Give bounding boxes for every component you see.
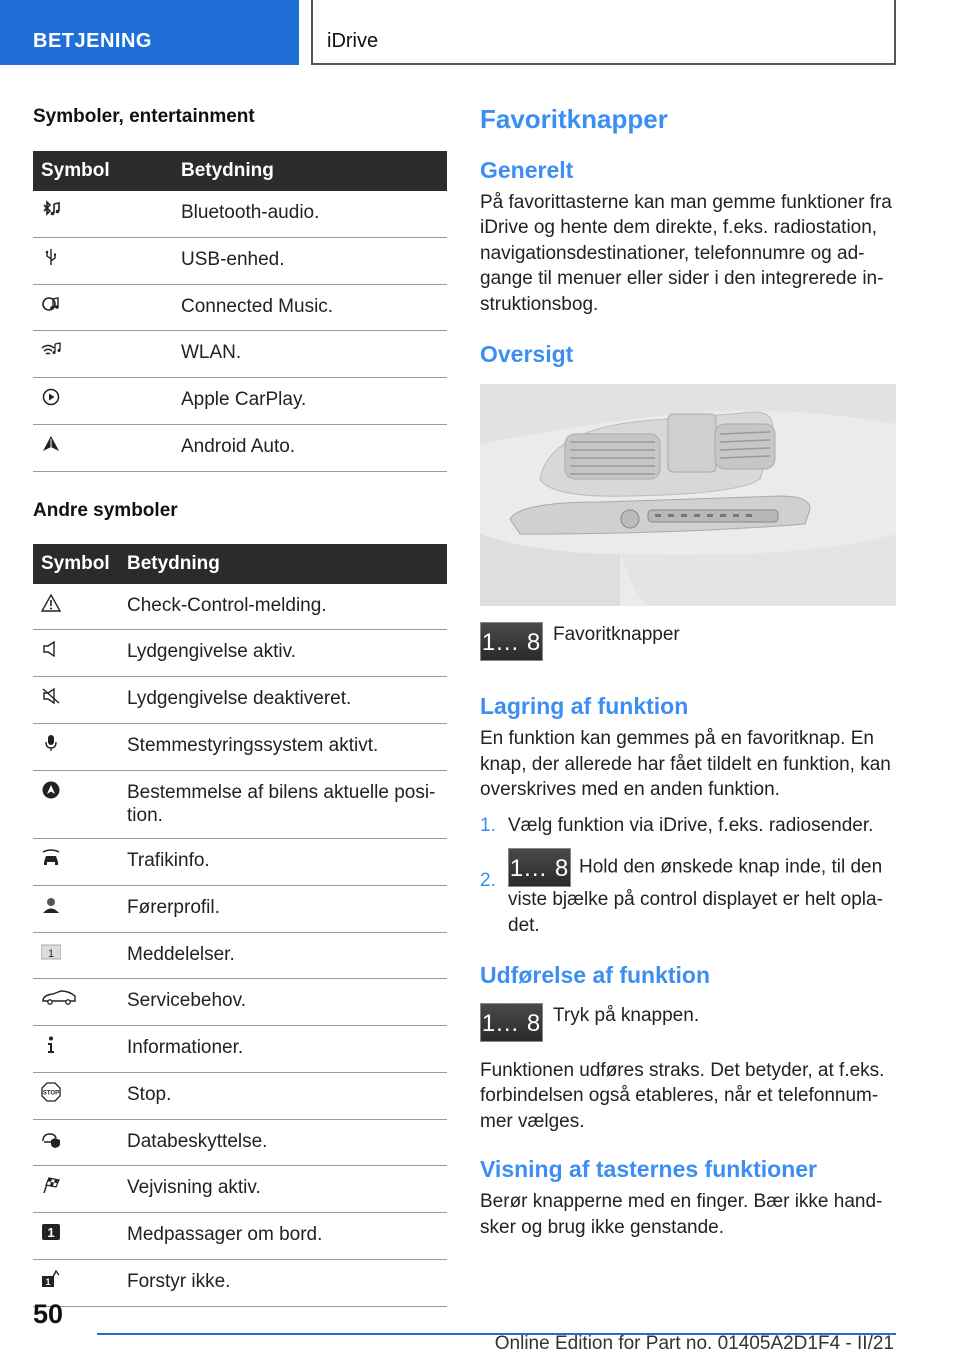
svg-text:STOP: STOP: [42, 1090, 60, 1097]
apple-carplay-icon: [41, 387, 61, 407]
table-row: [33, 237, 447, 284]
display-text: Berør knapperne med en finger. Bær ikke hand‐sker og brug ikke genstande.: [480, 1191, 883, 1238]
table-row: [33, 284, 447, 331]
table-row: [33, 584, 447, 630]
row-text: Apple CarPlay.: [173, 378, 447, 425]
step-text: Hold den ønskede knap inde, til den viste bjælke på control displayet er helt opla‐det.: [508, 856, 883, 936]
traffic-info-icon: [41, 848, 61, 868]
header-section-tab: [0, 0, 299, 65]
speaker-icon: [41, 639, 61, 659]
favorites-title: Favoritknapper: [480, 104, 668, 134]
checkered-flag-icon: [41, 1175, 61, 1195]
table-row: [33, 885, 447, 932]
exec-heading: Udførelse af funktion: [480, 961, 711, 988]
entertainment-title: Symboler, entertainment: [33, 106, 255, 127]
save-text: En funktion kan gemmes på en favoritknap. En knap, der allerede har fået tildelt en funktion, kan overskrives med en anden funktion.: [480, 728, 891, 801]
col-meaning-header: Betydning: [173, 151, 447, 191]
row-text: Informationer.: [119, 1026, 447, 1073]
driver-profile-icon: [41, 895, 61, 915]
row-text: Medpassager om bord.: [119, 1213, 447, 1260]
left-column: [33, 100, 447, 1307]
step-number: 2.: [480, 870, 496, 892]
row-text: Førerprofil.: [119, 885, 447, 932]
step-number: 1.: [480, 814, 496, 836]
svg-text:1: 1: [47, 1225, 55, 1240]
svg-text:1: 1: [45, 1276, 51, 1287]
table-row: [33, 191, 447, 237]
data-privacy-icon: [41, 1129, 61, 1149]
svg-text:1: 1: [47, 947, 55, 960]
connected-music-icon: [41, 294, 61, 314]
other-symbols-table: [33, 544, 447, 1307]
service-car-icon: [41, 988, 77, 1008]
table-row: [33, 839, 447, 886]
row-text: Databeskyttelse.: [119, 1119, 447, 1166]
right-column: [480, 100, 896, 1240]
badge-caption: Favoritknapper: [553, 624, 680, 646]
step-text: Vælg funktion via iDrive, f.eks. radiosender.: [508, 814, 874, 836]
speaker-muted-icon: [41, 686, 61, 706]
info-icon: [41, 1035, 61, 1055]
table-row: [33, 677, 447, 724]
location-icon: [41, 780, 61, 800]
favorite-buttons-icon: 1... 8: [480, 622, 543, 661]
exec-badge-text: Tryk på knappen.: [553, 1004, 700, 1026]
wlan-icon: [41, 340, 61, 360]
row-text: USB-enhed.: [173, 237, 447, 284]
other-symbols-title: Andre symboler: [33, 499, 178, 521]
table-row: [33, 1119, 447, 1166]
table-row: [33, 1026, 447, 1073]
general-heading: Generelt: [480, 157, 574, 183]
dashboard-illustration: [480, 384, 896, 606]
table-row: [33, 1166, 447, 1213]
microphone-icon: [41, 733, 61, 753]
do-not-disturb-icon: [41, 1269, 61, 1289]
header-chapter-box: [311, 0, 896, 65]
row-text: Android Auto.: [173, 424, 447, 471]
table-row: [33, 770, 447, 839]
col-meaning-header: Betydning: [119, 544, 447, 584]
android-auto-icon: [41, 434, 61, 454]
row-text: Lydgengivelse deaktiveret.: [119, 677, 447, 724]
exec-badge-row: [480, 1003, 896, 1042]
save-heading: Lagring af funktion: [480, 693, 689, 720]
message-count-icon: [41, 942, 61, 962]
table-row: [33, 1072, 447, 1119]
overview-heading: Oversigt: [480, 341, 574, 368]
favorite-buttons-icon: 1... 8: [508, 848, 571, 887]
table-row: [33, 932, 447, 979]
col-symbol-header: Symbol: [33, 544, 119, 584]
table-row: [33, 630, 447, 677]
favorite-buttons-icon: 1... 8: [480, 1003, 543, 1042]
table-row: [33, 378, 447, 425]
exec-text: Funktionen udføres straks. Det betyder, at f.eks. forbindelsen også etableres, når et telefonnum‐mer vælges.: [480, 1059, 885, 1132]
table-row: [33, 1259, 447, 1306]
row-text: Stemmestyringssystem aktivt.: [119, 723, 447, 770]
warning-triangle-icon: [41, 593, 61, 613]
step-item: [480, 848, 896, 938]
row-text: Stop.: [119, 1072, 447, 1119]
table-row: [33, 1213, 447, 1260]
general-text: På favorittasterne kan man gemme funktioner fra iDrive og hente dem direkte, f.eks. radiostation, navigationsdestinationer, telefonnumre og ad‐gange til menuer eller sider i den integrerede in‐struktionsbog.: [480, 192, 892, 315]
row-text: Vejvisning aktiv.: [119, 1166, 447, 1213]
row-text: Bluetooth-audio.: [173, 191, 447, 237]
row-text: Trafikinfo.: [119, 839, 447, 886]
table-row: [33, 723, 447, 770]
usb-icon: [41, 247, 61, 267]
table-row: [33, 331, 447, 378]
stop-icon: [41, 1082, 61, 1102]
entertainment-table: [33, 151, 447, 472]
row-text: Lydgengivelse aktiv.: [119, 630, 447, 677]
row-text: WLAN.: [173, 331, 447, 378]
page-number: 50: [33, 1299, 64, 1329]
row-text: Check-Control-melding.: [119, 584, 447, 630]
header-section-title: BETJENING: [33, 30, 152, 52]
footer-edition: Online Edition for Part no. 01405A2D1F4 - II/21: [494, 1333, 894, 1354]
table-row: [33, 424, 447, 471]
row-text: Forstyr ikke.: [119, 1259, 447, 1306]
step-item: [480, 813, 896, 838]
header-chapter-title: iDrive: [327, 30, 379, 52]
passenger-icon: [41, 1222, 61, 1242]
bluetooth-audio-icon: [41, 200, 61, 220]
row-text: Meddelelser.: [119, 932, 447, 979]
row-text: Servicebehov.: [119, 979, 447, 1026]
table-row: [33, 979, 447, 1026]
col-symbol-header: Symbol: [33, 151, 173, 191]
display-heading: Visning af tasternes funktioner: [480, 1156, 817, 1183]
row-text: Bestemmelse af bilens aktuelle posi‐tion.: [119, 770, 447, 839]
row-text: Connected Music.: [173, 284, 447, 331]
badge-caption-row: [480, 622, 896, 661]
